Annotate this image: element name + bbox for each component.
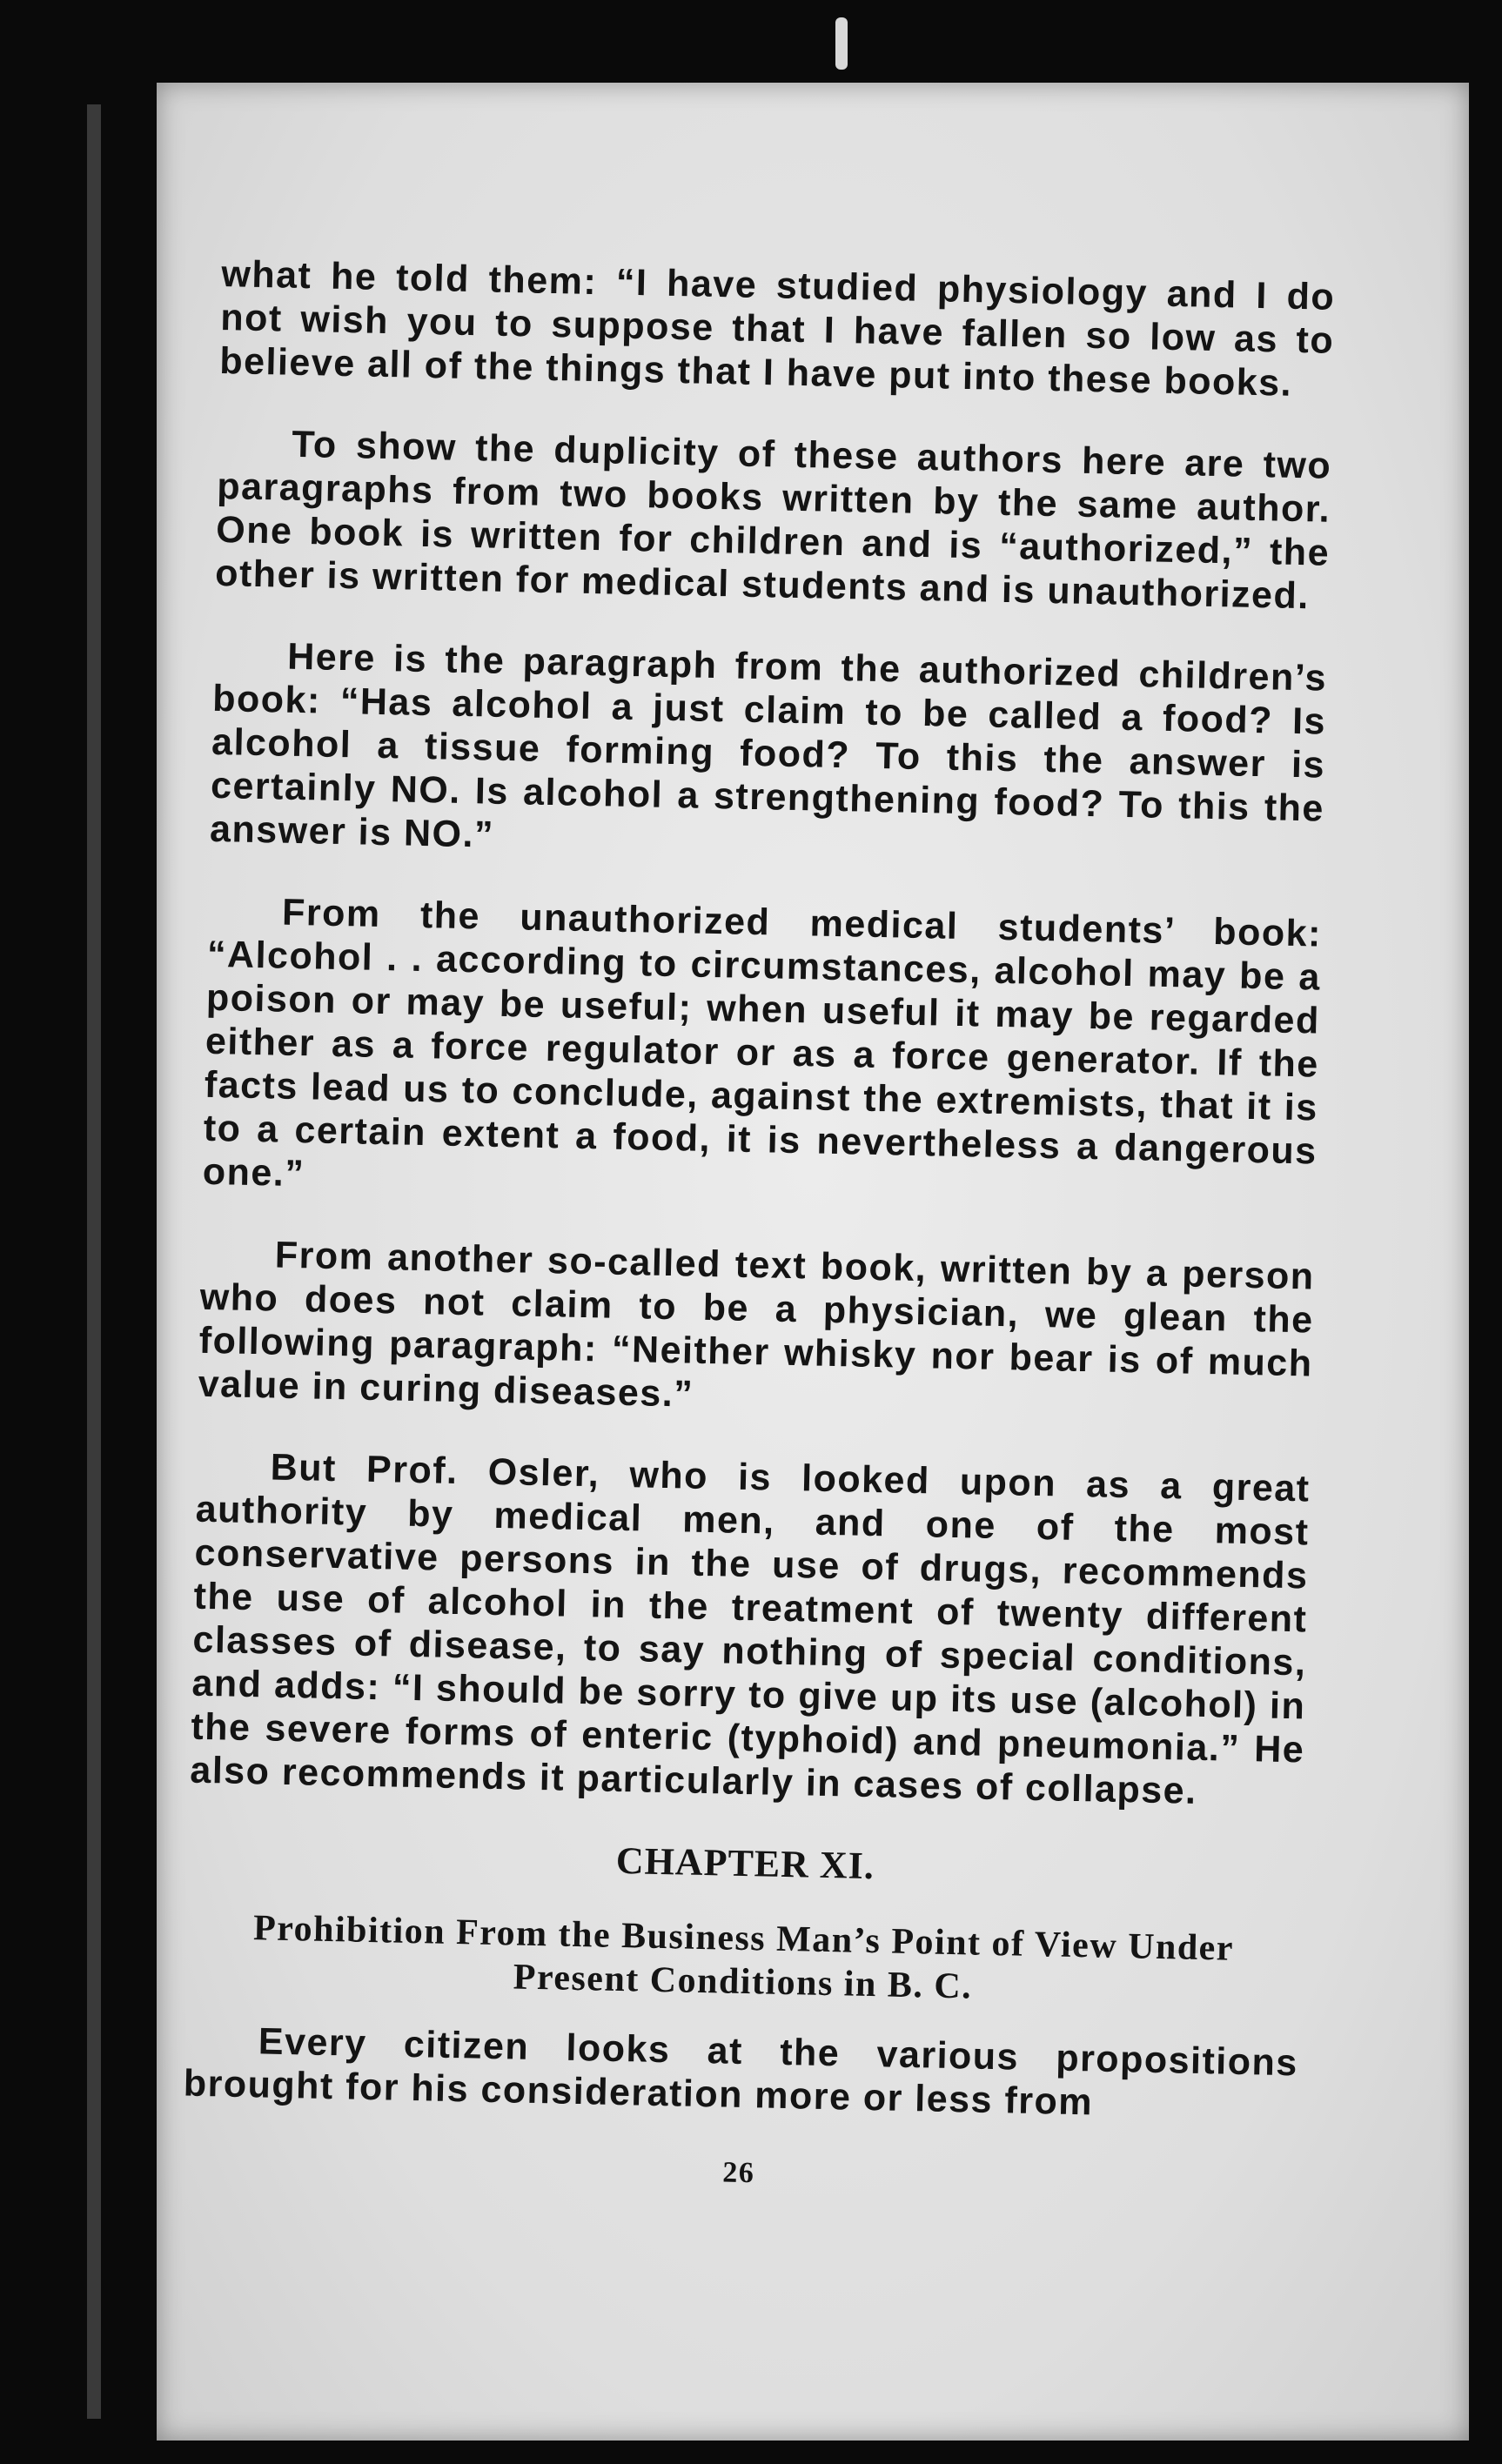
- paragraph-5: From another so-called text book, written by a person who does not claim to be a physician, we glean the following paragraph: “Neither whisky nor bear is of much value in curing diseases.”: [198, 1234, 1316, 1416]
- scan-mark: [835, 17, 848, 70]
- page-text: [182, 252, 1336, 2206]
- paragraph-6: But Prof. Osler, who is looked upon as a great authority by medical men, and one of the most conservative persons in the use of drugs, recommends the use of alcohol in the treatment of twenty different classes of disease, to say nothing of special conditions, and adds: “I should be sorry to give up its use (alcohol) in the severe forms of enteric (typhoid) and pneumonia.” He also recommends it particularly in cases of collapse.: [189, 1446, 1311, 1812]
- paragraph-1: what he told them: “I have studied physiology and I do not wish you to suppose that I have fallen so low as to believe all of the things that I have put into these books.: [218, 252, 1336, 405]
- paragraph-2: To show the duplicity of these authors here are two paragraphs from two books written by the same author. One book is written for children and is “authorized,” the other is written for medical students and is unauthorized.: [214, 423, 1332, 618]
- chapter-subtitle: Prohibition From the Business Man’s Point of View Under Present Conditions in B. C.: [252, 1908, 1235, 2007]
- page-edge: [87, 104, 101, 2419]
- page-number: 26: [722, 2156, 755, 2190]
- chapter-opening: Every citizen looks at the various propositions brought for his consideration more or less from: [183, 2020, 1299, 2124]
- paragraph-4: From the unauthorized medical students’ book: “Alcohol . . according to circumstances, alcohol may be a poison or may be useful; when useful it may be regarded either as a force regulator or as a force generator. If the facts lead us to conclude, against the extremists, that it is to a certain extent a food, it is nevertheless a dangerous one.”: [202, 891, 1323, 1195]
- chapter-heading: CHAPTER XI.: [615, 1838, 875, 1888]
- paragraph-3: Here is the paragraph from the authorized children’s book: “Has alcohol a just claim to be called a food? Is alcohol a tissue forming food? To this the answer is certainly NO. Is alcohol a strengthening food? To this the answer is NO.”: [209, 635, 1328, 856]
